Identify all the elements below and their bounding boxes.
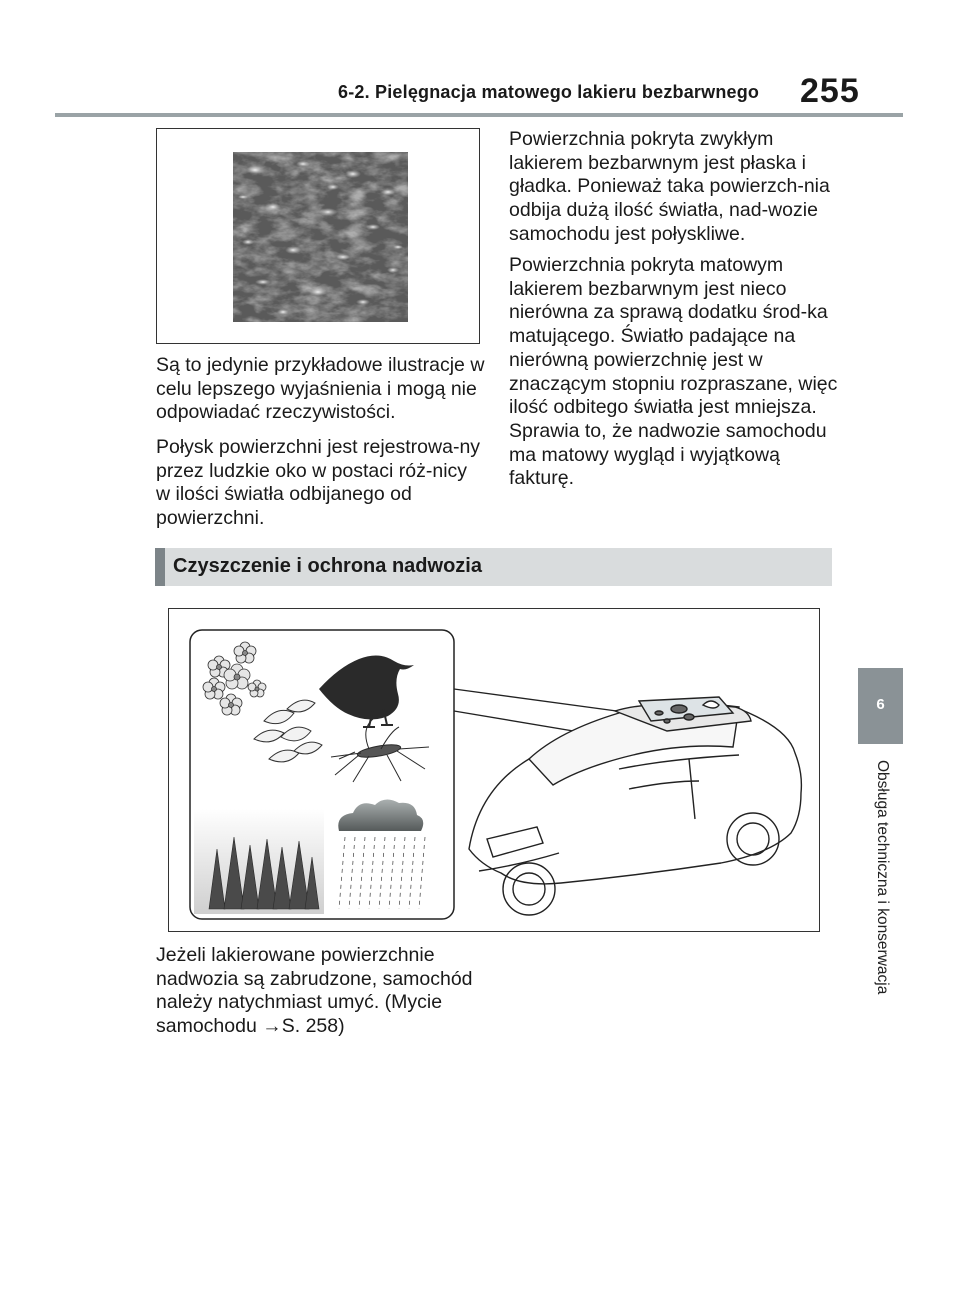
illustration-drawing <box>169 609 821 933</box>
cleaning-paragraph: Jeżeli lakierowane powierzchnie nadwozia są zabrudzone, samochód należy natychmiast umyć. (Mycie samochodu →S. 258) <box>156 944 473 1038</box>
matte-texture-figure <box>156 128 480 344</box>
chapter-label: Obsługa techniczna i konserwacja <box>874 760 891 995</box>
matte-coat-paragraph: Powierzchnia pokryta matowym lakierem bezbarwnym jest nieco nierówna za sprawą dodatku środ-ka matującego. Światło padające na nierówną powierzchnię jest w znaczącym stopniu rozpraszane, więc ilość odbitego światła jest mniejsza. Sprawia to, że nadwozie samochodu ma matowy wygląd i wyjątkową fakturę. <box>509 254 838 490</box>
car-illustration <box>469 697 801 915</box>
contaminants-illustration <box>168 608 820 932</box>
gloss-paragraph: Połysk powierzchni jest rejestrowa-ny przez ludzkie oko w postaci róż-nicy w ilości światła odbijanego od powierzchni. <box>156 436 481 530</box>
illustration-disclaimer: Są to jedynie przykładowe ilustracje w celu lepszego wyjaśnienia i mogą nie odpowiadać rzeczywistości. <box>156 354 485 424</box>
chapter-tab <box>858 668 903 744</box>
matte-surface-image <box>233 152 408 322</box>
section-heading: 6-2. Pielęgnacja matowego lakieru bezbarwnego <box>338 82 760 102</box>
page-number: 255 <box>800 72 860 110</box>
chapter-label-container <box>868 760 892 1040</box>
section-title: Czyszczenie i ochrona nadwozia <box>173 555 482 577</box>
callout-line-top <box>454 689 624 712</box>
header-divider <box>55 113 903 117</box>
section-header-bar <box>155 548 832 586</box>
tree-icon <box>194 809 324 914</box>
normal-coat-paragraph: Powierzchnia pokryta zwykłym lakierem bezbarwnym jest płaska i gładka. Ponieważ taka powierzch-nia odbija dużą ilość światła, nad-wozie samochodu jest połyskliwe. <box>509 128 830 245</box>
chapter-number: 6 <box>876 696 885 713</box>
